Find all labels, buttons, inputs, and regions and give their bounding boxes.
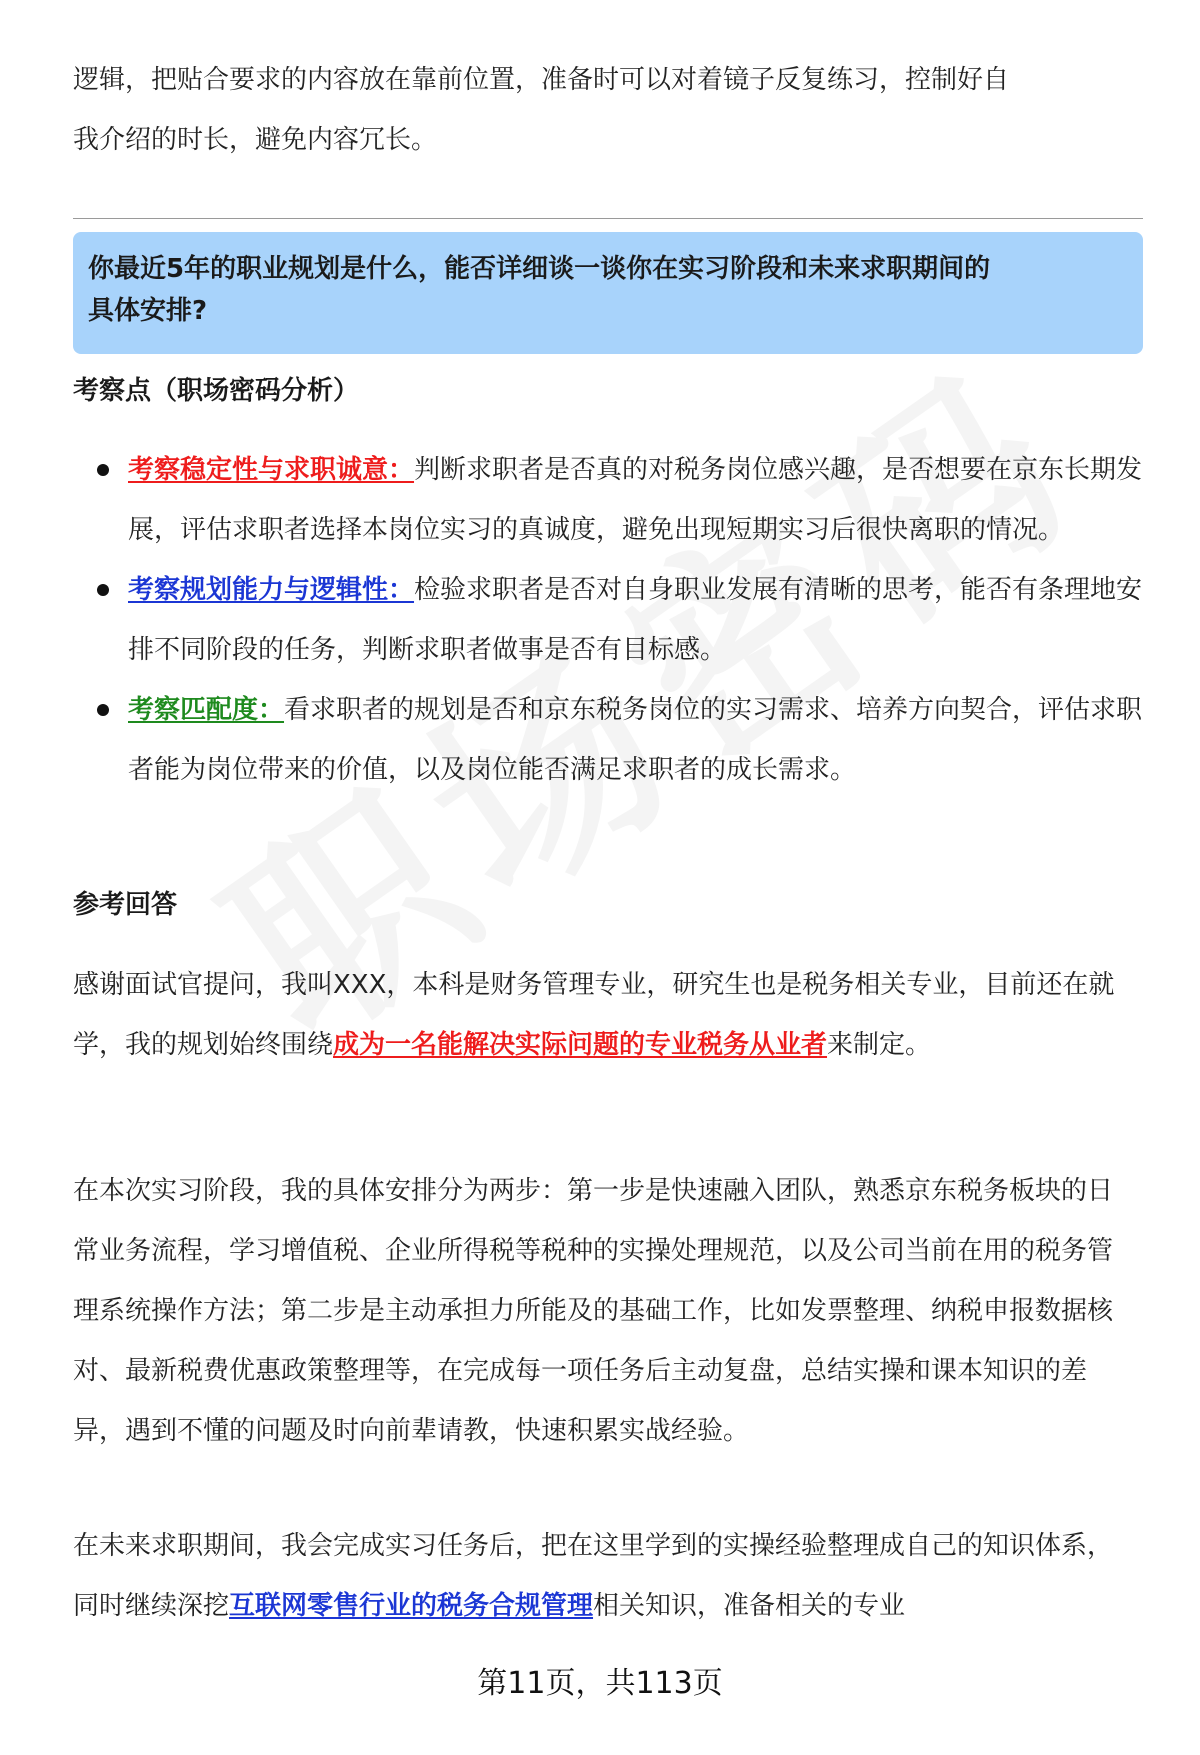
section-divider	[73, 218, 1143, 219]
point-text: 判断求职者是否真的对税务岗位感兴趣，是否想要在京东长期发展，评估求职者选择本岗位实习的真诚度，避免出现短期实习后很快离职的情况。	[128, 455, 1143, 545]
bullet-icon	[97, 464, 109, 476]
answer-paragraph-1	[73, 955, 1133, 1075]
bullet-icon	[97, 704, 109, 716]
answer-paragraph-3	[73, 1516, 1133, 1636]
point-text: 检验求职者是否对自身职业发展有清晰的思考，能否有条理地安排不同阶段的任务，判断求职者做事是否有目标感。	[128, 575, 1143, 665]
point-key: 考察匹配度：	[128, 695, 285, 725]
point-key: 考察稳定性与求职诚意：	[128, 455, 415, 485]
answer-highlight: 互联网零售行业的税务合规管理	[229, 1591, 594, 1621]
answer-text: 相关知识，准备相关的专业	[593, 1591, 906, 1621]
points-list	[73, 440, 1143, 800]
answer-highlight: 成为一名能解决实际问题的专业税务从业者	[333, 1030, 828, 1060]
answer-text: 感谢面试官提问，我叫XXX，本科是财务管理专业，研究生也是税务相关专业，目前还在就学，我的规划始终围绕	[73, 970, 1115, 1060]
answer-heading: 参考回答	[73, 890, 178, 920]
question-box	[73, 232, 1143, 354]
answer-text: 来制定。	[827, 1030, 932, 1060]
point-text: 看求职者的规划是否和京东税务岗位的实习需求、培养方向契合，评估求职者能为岗位带来的价值，以及岗位能否满足求职者的成长需求。	[128, 695, 1143, 785]
question-line-2: 具体安排?	[88, 296, 208, 326]
list-item	[73, 440, 1143, 560]
answer-paragraph-2: 在本次实习阶段，我的具体安排分为两步：第一步是快速融入团队，熟悉京东税务板块的日常业务流程，学习增值税、企业所得税等税种的实操处理规范，以及公司当前在用的税务管理系统操作方法；第二步是主动承担力所能及的基础工作，比如发票整理、纳税申报数据核对、最新税费优惠政策整理等，在完成每一项任务后主动复盘，总结实操和课本知识的差异，遇到不懂的问题及时向前辈请教，快速积累实战经验。	[73, 1176, 1114, 1446]
point-key: 考察规划能力与逻辑性：	[128, 575, 415, 605]
question-line-1: 你最近5年的职业规划是什么，能否详细谈一谈你在实习阶段和未来求职期间的	[88, 254, 991, 284]
intro-line-1: 逻辑，把贴合要求的内容放在靠前位置，准备时可以对着镜子反复练习，控制好自	[73, 65, 1010, 95]
page-number: 第11页，共113页	[477, 1666, 723, 1701]
points-heading: 考察点（职场密码分析）	[73, 376, 360, 406]
list-item	[73, 680, 1143, 800]
answer-text: 在未来求职期间，我会完成实习任务后，把在这里学到的实操经验整理成自己的知识体系，同时继续深挖	[73, 1531, 1114, 1621]
bullet-icon	[97, 584, 109, 596]
intro-line-2: 我介绍的时长，避免内容冗长。	[73, 125, 438, 155]
list-item	[73, 560, 1143, 680]
intro-paragraph	[73, 50, 1133, 170]
